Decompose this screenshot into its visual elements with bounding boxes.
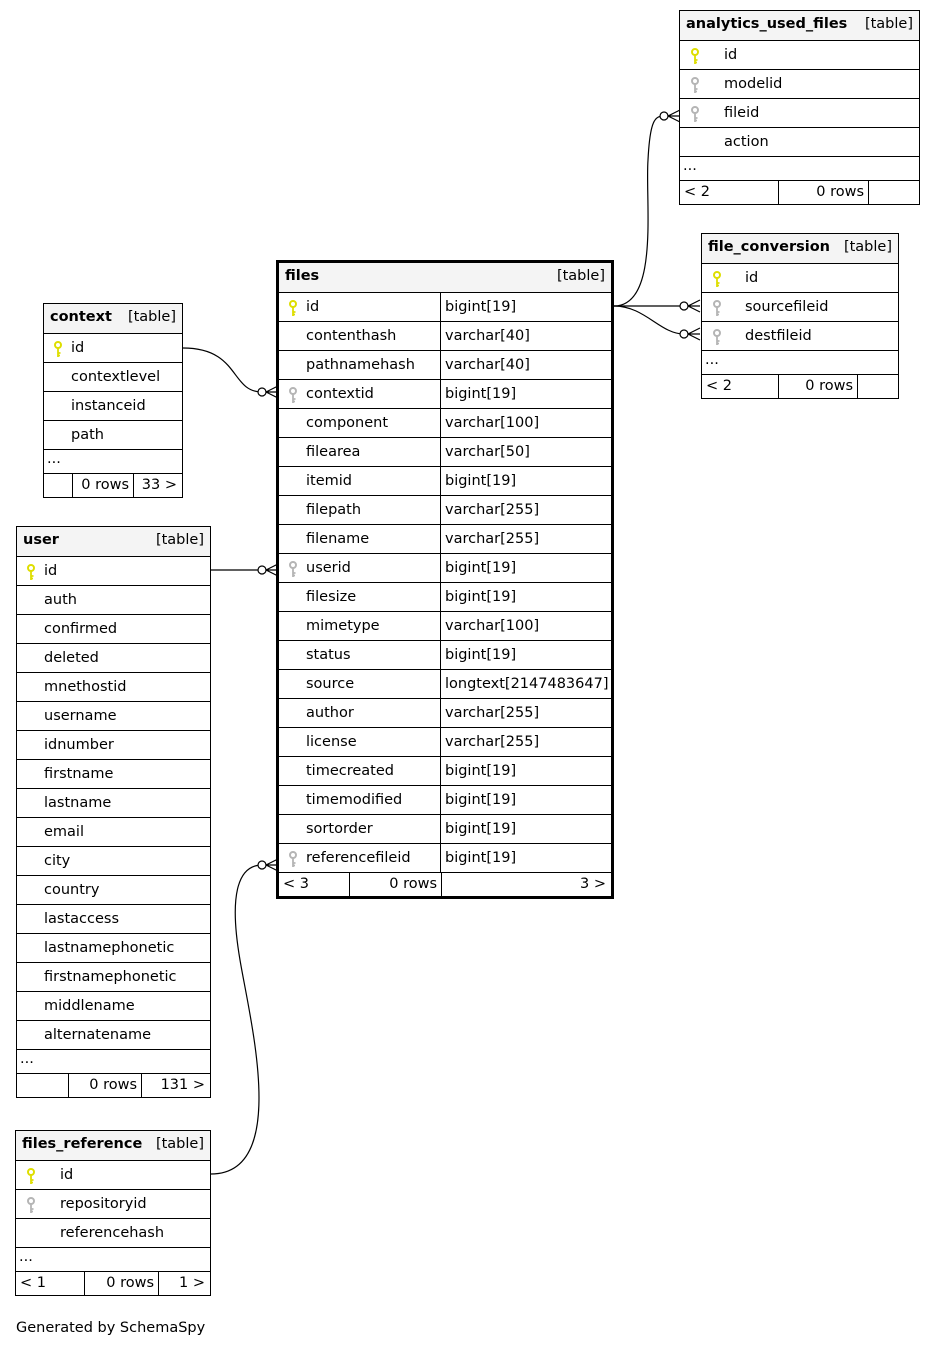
column-row[interactable] [279,524,611,553]
table-analytics_used_files[interactable] [679,10,920,205]
column-name: contextid [306,386,374,402]
primary-key-icon [27,1167,35,1184]
more-columns-text: ... [19,1249,33,1265]
primary-key-icon [713,270,721,287]
column-row[interactable] [680,69,919,98]
column-row[interactable] [279,843,611,872]
foreign-key-icon [713,328,721,345]
column-name: filesize [306,589,357,605]
foreign-key-icon [289,850,297,867]
column-divider [440,583,441,611]
column-name: component [306,415,389,431]
column-row[interactable] [17,817,210,846]
row-count: 0 rows [389,876,437,892]
table-header [279,263,611,292]
footer-divider [133,474,134,497]
more-columns-text: ... [683,158,697,174]
row-count: 0 rows [805,378,853,394]
table-header [44,304,182,333]
column-name: filearea [306,444,361,460]
table-name[interactable]: analytics_used_files [686,16,848,32]
column-row[interactable] [279,321,611,350]
column-divider [440,641,441,669]
column-row[interactable] [17,672,210,701]
column-divider [440,786,441,814]
column-type: varchar[255] [445,531,540,547]
table-files[interactable] [276,260,614,899]
column-divider [440,728,441,756]
column-row[interactable] [17,788,210,817]
column-row[interactable] [17,759,210,788]
column-name: city [44,853,71,869]
column-row[interactable] [279,582,611,611]
column-name: modelid [724,76,783,92]
table-header [16,1131,210,1160]
column-type: varchar[100] [445,618,540,634]
column-type: varchar[100] [445,415,540,431]
column-row[interactable] [279,292,611,321]
more-columns-text: ... [705,352,719,368]
table-name[interactable]: file_conversion [708,239,831,255]
foreign-key-icon [691,76,699,93]
column-divider [440,380,441,408]
column-row[interactable] [279,814,611,843]
column-name: contextlevel [71,369,161,385]
column-name: itemid [306,473,352,489]
column-row[interactable] [17,875,210,904]
column-name: contenthash [306,328,397,344]
primary-key-icon [27,563,35,580]
footer-divider [158,1272,159,1295]
column-row[interactable] [279,669,611,698]
column-type: varchar[255] [445,705,540,721]
column-name: id [724,47,738,63]
column-divider [440,293,441,321]
column-row[interactable] [44,333,182,362]
column-row[interactable] [17,991,210,1020]
column-row[interactable] [16,1189,210,1218]
more-columns-indicator[interactable] [44,449,182,473]
column-row[interactable] [16,1218,210,1247]
column-name: license [306,734,357,750]
column-row[interactable] [279,640,611,669]
children-count[interactable]: 33 > [141,477,177,493]
table-footer [16,1271,210,1295]
column-row[interactable] [17,1020,210,1049]
table-header [702,234,898,263]
column-name: username [44,708,117,724]
table-kind: [table] [843,239,892,255]
column-name: id [745,270,759,286]
footer-divider [868,181,869,204]
column-name: status [306,647,351,663]
column-row[interactable] [17,933,210,962]
column-row[interactable] [680,127,919,156]
column-row[interactable] [17,730,210,759]
column-name: referencehash [60,1225,165,1241]
column-row[interactable] [279,408,611,437]
column-name: repositoryid [60,1196,147,1212]
column-row[interactable] [702,321,898,350]
row-count: 0 rows [106,1275,154,1291]
column-row[interactable] [17,904,210,933]
table-kind: [table] [155,1136,204,1152]
column-name: destfileid [745,328,812,344]
column-row[interactable] [17,585,210,614]
column-divider [440,844,441,872]
children-count[interactable]: 3 > [580,876,606,892]
column-divider [440,525,441,553]
edge-files-analytics_used_files [614,116,664,306]
table-context[interactable] [43,303,183,498]
table-file_conversion[interactable] [701,233,899,399]
column-name: path [71,427,104,443]
column-name: sourcefileid [745,299,829,315]
column-row[interactable] [680,98,919,127]
column-type: bigint[19] [445,647,517,663]
more-columns-indicator[interactable] [702,350,898,374]
column-name: idnumber [44,737,114,753]
column-row[interactable] [44,391,182,420]
foreign-key-icon [289,560,297,577]
table-kind: [table] [155,532,204,548]
more-columns-indicator[interactable] [17,1049,210,1073]
table-name[interactable]: files_reference [22,1136,143,1152]
column-row[interactable] [279,611,611,640]
more-columns-indicator[interactable] [16,1247,210,1271]
column-type: bigint[19] [445,560,517,576]
column-row[interactable] [16,1160,210,1189]
column-divider [440,467,441,495]
column-row[interactable] [17,614,210,643]
table-footer [17,1073,210,1097]
column-name: filename [306,531,370,547]
children-count[interactable]: 1 > [179,1275,205,1291]
column-row[interactable] [702,292,898,321]
foreign-key-icon [691,105,699,122]
column-type: bigint[19] [445,473,517,489]
parents-count[interactable]: < 2 [684,184,710,200]
table-footer [44,473,182,497]
column-type: bigint[19] [445,850,517,866]
column-type: varchar[40] [445,357,530,373]
column-divider [440,757,441,785]
column-row[interactable] [279,698,611,727]
primary-key-icon [691,47,699,64]
column-name: firstname [44,766,114,782]
column-row[interactable] [17,643,210,672]
foreign-key-icon [289,386,297,403]
column-row[interactable] [680,40,919,69]
column-name: id [44,563,58,579]
column-divider [440,612,441,640]
column-name: lastaccess [44,911,120,927]
column-name: mnethostid [44,679,127,695]
column-row[interactable] [17,701,210,730]
table-kind: [table] [864,16,913,32]
column-row[interactable] [279,785,611,814]
column-row[interactable] [702,263,898,292]
table-footer [680,180,919,204]
column-row[interactable] [17,846,210,875]
parents-count[interactable]: < 2 [706,378,732,394]
column-type: varchar[255] [445,502,540,518]
table-kind: [table] [127,309,176,325]
column-name: pathnamehash [306,357,415,373]
column-row[interactable] [44,362,182,391]
primary-key-icon [289,299,297,316]
table-header [680,11,919,40]
children-count[interactable]: 131 > [160,1077,205,1093]
row-count: 0 rows [89,1077,137,1093]
column-divider [440,351,441,379]
column-divider [440,322,441,350]
column-divider [440,670,441,698]
column-name: fileid [724,105,760,121]
column-type: bigint[19] [445,821,517,837]
column-type: bigint[19] [445,792,517,808]
footer-divider [141,1074,142,1097]
column-name: referencefileid [306,850,411,866]
column-row[interactable] [17,556,210,585]
column-divider [440,699,441,727]
column-name: lastname [44,795,112,811]
column-row[interactable] [279,437,611,466]
column-divider [440,409,441,437]
row-count: 0 rows [816,184,864,200]
column-divider [440,496,441,524]
column-name: country [44,882,100,898]
parents-count[interactable]: < 3 [283,876,309,892]
primary-key-icon [54,340,62,357]
column-name: timemodified [306,792,403,808]
table-footer [702,374,898,398]
column-name: id [71,340,85,356]
column-name: filepath [306,502,362,518]
more-columns-text: ... [47,451,61,467]
column-name: id [60,1167,74,1183]
column-name: timecreated [306,763,394,779]
column-divider [440,815,441,843]
column-row[interactable] [17,962,210,991]
column-row[interactable] [44,420,182,449]
column-row[interactable] [279,727,611,756]
column-name: action [724,134,769,150]
column-divider [440,438,441,466]
footer-divider [441,873,442,896]
edge-files_reference-files [211,865,262,1174]
column-name: author [306,705,354,721]
column-name: source [306,676,355,692]
more-columns-text: ... [20,1051,34,1067]
column-name: lastnamephonetic [44,940,175,956]
column-type: bigint[19] [445,386,517,402]
column-type: bigint[19] [445,299,517,315]
foreign-key-icon [27,1196,35,1213]
table-kind: [table] [556,268,605,284]
column-name: confirmed [44,621,118,637]
column-name: middlename [44,998,135,1014]
generated-by-label: Generated by SchemaSpy [16,1320,206,1336]
parents-count[interactable]: < 1 [20,1275,46,1291]
column-name: firstnamephonetic [44,969,177,985]
table-files_reference[interactable] [15,1130,211,1296]
column-type: varchar[255] [445,734,540,750]
table-name[interactable]: user [23,532,59,548]
row-count: 0 rows [81,477,129,493]
column-row[interactable] [279,466,611,495]
more-columns-indicator[interactable] [680,156,919,180]
table-name[interactable]: files [285,268,320,284]
column-row[interactable] [279,495,611,524]
table-name[interactable]: context [50,309,112,325]
column-row[interactable] [279,756,611,785]
table-user[interactable] [16,526,211,1098]
column-type: longtext[2147483647] [445,676,609,692]
column-name: deleted [44,650,99,666]
column-row[interactable] [279,350,611,379]
column-type: varchar[40] [445,328,530,344]
edge-context-files [183,348,262,392]
column-name: instanceid [71,398,146,414]
column-name: userid [306,560,351,576]
column-name: id [306,299,320,315]
column-name: mimetype [306,618,380,634]
column-type: bigint[19] [445,589,517,605]
column-name: auth [44,592,77,608]
footer-divider [857,375,858,398]
column-type: varchar[50] [445,444,530,460]
column-row[interactable] [279,379,611,408]
table-footer [279,872,611,896]
column-type: bigint[19] [445,763,517,779]
column-divider [440,554,441,582]
column-row[interactable] [279,553,611,582]
table-header [17,527,210,556]
column-name: sortorder [306,821,373,837]
column-name: email [44,824,84,840]
edge-files-file_conversion-dest [614,306,684,334]
column-name: alternatename [44,1027,152,1043]
foreign-key-icon [713,299,721,316]
